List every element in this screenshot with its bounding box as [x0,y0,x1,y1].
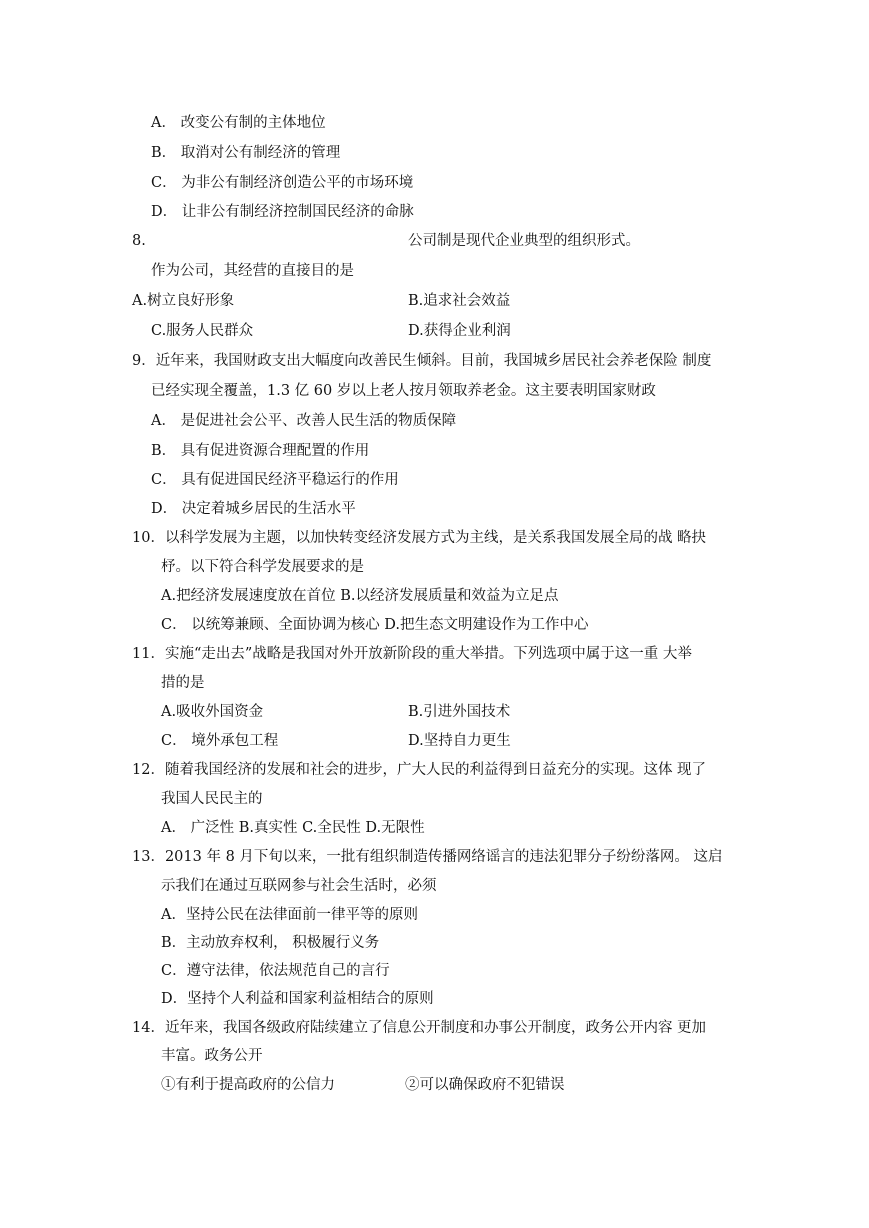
q10-stem-line1: 10．以科学发展为主题，以加快转变经济发展方式为主线，是关系我国发展全局的战 略抉 [132,530,707,546]
q8-option-d: D.获得企业利润 [408,323,511,339]
q14-statement-2: ②可以确保政府不犯错误 [405,1077,565,1093]
q10-options-cd: C． 以统筹兼顾、全面协调为核心 D.把生态文明建设作为工作中心 [161,617,589,633]
q12-options: A． 广泛性 B.真实性 C.全民性 D.无限性 [161,820,425,836]
q9-option-a: A． 是促进社会公平、改善人民生活的物质保障 [151,413,457,429]
q8-number: 8. [132,233,146,249]
q7-option-d: D． 让非公有制经济控制国民经济的命脉 [151,204,414,220]
q8-option-b: B.追求社会效益 [408,293,511,309]
q7-option-b: B． 取消对公有制经济的管理 [151,145,341,161]
q7-option-c: C． 为非公有制经济创造公平的市场环境 [151,175,414,191]
q8-option-c: C.服务人民群众 [151,323,254,339]
q9-option-d: D． 决定着城乡居民的生活水平 [151,501,356,517]
q9-option-c: C． 具有促进国民经济平稳运行的作用 [151,472,399,488]
q14-stem-line1: 14．近年来，我国各级政府陆续建立了信息公开制度和办事公开制度，政务公开内容 更加 [132,1020,707,1036]
q11-option-a: A.吸收外国资金 [161,704,264,720]
q13-option-d: D．坚持个人利益和国家利益相结合的原则 [161,991,434,1007]
q12-stem-line2: 我国人民民主的 [161,791,263,807]
q10-stem-line2: 杼。以下符合科学发展要求的是 [161,559,364,575]
q8-stem-line1: 公司制是现代企业典型的组织形式。 [408,233,640,249]
q13-option-b: B．主动放弃权利， 积极履行义务 [161,935,380,951]
q13-stem-line2: 示我们在通过互联网参与社会生活时，必须 [161,878,437,894]
q13-option-a: A．坚持公民在法律面前一律平等的原则 [161,907,418,923]
q11-stem-line1: 11．实施“走出去”战略是我国对外开放新阶段的重大举措。下列选项中属于这一重 大举 [132,646,692,662]
q7-option-a: A． 改变公有制的主体地位 [151,115,326,131]
q8-option-a: A.树立良好形象 [132,293,235,309]
q14-stem-line2: 丰富。政务公开 [161,1048,263,1064]
q11-option-c: C． 境外承包工程 [161,733,279,749]
q13-stem-line1: 13．2013 年 8 月下旬以来，一批有组织制造传播网络谣言的违法犯罪分子纷纷落网。 这启 [132,849,723,865]
q13-option-c: C．遵守法律，依法规范自己的言行 [161,963,390,979]
q9-stem-line2: 已经实现全覆盖，1.3 亿 60 岁以上老人按月领取养老金。这主要表明国家财政 [151,383,656,399]
q9-stem-line1: 9．近年来，我国财政支出大幅度向改善民生倾斜。目前，我国城乡居民社会养老保险 制度 [132,353,712,369]
q11-option-b: B.引进外国技术 [408,704,511,720]
q9-option-b: B． 具有促进资源合理配置的作用 [151,443,370,459]
q14-statement-1: ①有利于提高政府的公信力 [161,1077,335,1093]
q11-stem-line2: 措的是 [161,675,205,691]
q10-options-ab: A.把经济发展速度放在首位 B.以经济发展质量和效益为立足点 [161,588,559,604]
q12-stem-line1: 12．随着我国经济的发展和社会的进步，广大人民的利益得到日益充分的实现。这体 现了 [132,762,707,778]
q11-option-d: D.坚持自力更生 [408,733,511,749]
q8-stem-line2: 作为公司，其经营的直接目的是 [151,263,354,279]
